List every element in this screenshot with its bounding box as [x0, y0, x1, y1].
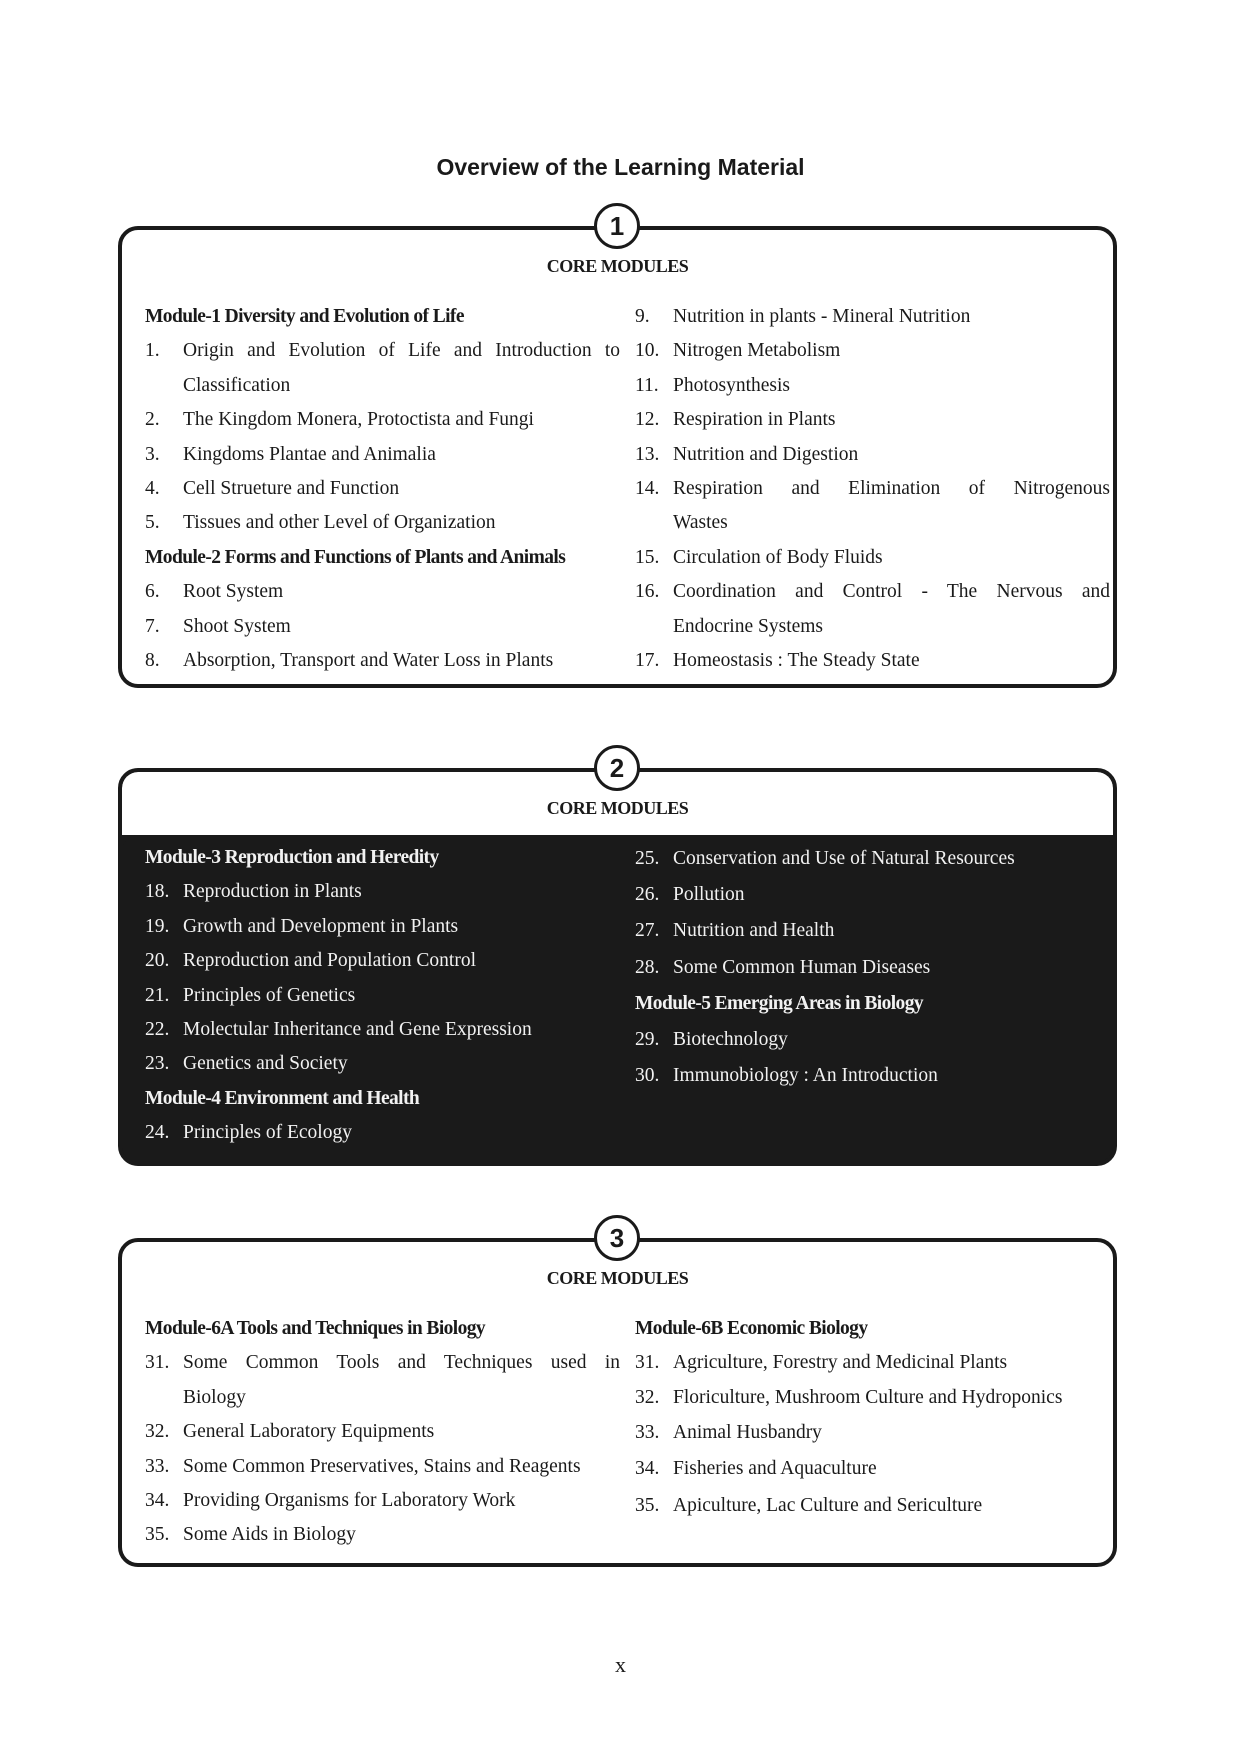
- topic-item: [635, 877, 1110, 913]
- topic-title: Some Common Preservatives, Stains and Reagents: [183, 1455, 581, 1477]
- section-box-1: [118, 226, 1117, 688]
- section-box-3: [118, 1238, 1117, 1567]
- topic-item: [635, 472, 1110, 506]
- topic-item: [145, 910, 620, 944]
- module-heading: Module-6B Economic Biology: [635, 1318, 868, 1339]
- topic-title: Agriculture, Forestry and Medicinal Plants: [673, 1352, 1008, 1374]
- topic-number: 27.: [635, 920, 660, 942]
- topic-item: [145, 334, 620, 368]
- topic-title: Circulation of Body Fluids: [673, 546, 883, 568]
- topic-item: [145, 1484, 620, 1518]
- topic-title: Molectular Inheritance and Gene Expression: [183, 1018, 532, 1040]
- section-number-badge: 3: [594, 1215, 640, 1261]
- topic-number: 35.: [145, 1524, 170, 1546]
- topic-number: 10.: [635, 340, 660, 362]
- topic-title: Some Aids in Biology: [183, 1524, 356, 1546]
- topic-number: 6.: [145, 581, 160, 603]
- topic-item: [145, 1013, 620, 1047]
- topic-title: Reproduction and Population Control: [183, 950, 477, 972]
- topic-number: 15.: [635, 546, 660, 568]
- topic-title: Conservation and Use of Natural Resources: [673, 848, 1015, 869]
- topic-title: Photosynthesis: [673, 374, 791, 396]
- topic-item: [145, 1450, 620, 1484]
- topic-title: Principles of Genetics: [183, 984, 356, 1006]
- topic-number: 32.: [145, 1421, 170, 1443]
- topic-number: 20.: [145, 950, 170, 972]
- topic-title: Immunobiology : An Introduction: [673, 1065, 938, 1087]
- topic-title: Cell Strueture and Function: [183, 477, 400, 499]
- topic-title-continued: Wastes: [673, 512, 728, 534]
- topic-title: Fisheries and Aquaculture: [673, 1458, 877, 1480]
- topic-title: Floriculture, Mushroom Culture and Hydroponics: [673, 1386, 1063, 1408]
- topic-number: 25.: [635, 848, 660, 869]
- topic-title: Coordination and Control - The Nervous and: [673, 581, 1110, 603]
- topic-title: Kingdoms Plantae and Animalia: [183, 443, 436, 465]
- section-number-badge: 2: [594, 745, 640, 791]
- topic-title: Nutrition and Health: [673, 920, 835, 942]
- page-number: x: [615, 1652, 626, 1677]
- topic-number: 31.: [145, 1352, 170, 1374]
- topic-number: 22.: [145, 1018, 170, 1040]
- topic-title: Shoot System: [183, 615, 291, 637]
- module-heading: Module-1 Diversity and Evolution of Life: [145, 306, 464, 327]
- topic-item: [635, 403, 1110, 437]
- topic-item: [145, 472, 620, 506]
- topic-number: 31.: [635, 1352, 660, 1374]
- right-column: [635, 1312, 1110, 1524]
- section-heading: CORE MODULES: [546, 798, 689, 818]
- topic-title: Absorption, Transport and Water Loss in Plants: [183, 649, 554, 671]
- topic-number: 14.: [635, 477, 660, 499]
- topic-number: 16.: [635, 581, 660, 603]
- topic-item: [145, 575, 620, 609]
- topic-title: Nutrition and Digestion: [673, 443, 859, 465]
- topic-number: 8.: [145, 649, 160, 671]
- topic-title: Homeostasis : The Steady State: [673, 649, 920, 671]
- topic-number: 2.: [145, 409, 160, 431]
- topic-title: Respiration and Elimination of Nitrogenous: [673, 477, 1110, 499]
- topic-number: 23.: [145, 1053, 170, 1075]
- topic-number: 9.: [635, 306, 650, 327]
- module-heading: Module-4 Environment and Health: [145, 1087, 420, 1109]
- topic-title-continued: Endocrine Systems: [673, 615, 824, 637]
- topic-title: Reproduction in Plants: [183, 881, 362, 903]
- topic-title: Growth and Development in Plants: [183, 915, 459, 937]
- topic-number: 30.: [635, 1065, 660, 1087]
- right-column: [635, 841, 1110, 1094]
- topic-item: [635, 913, 1110, 949]
- topic-number: 33.: [635, 1422, 660, 1444]
- topic-number: 28.: [635, 956, 660, 978]
- topic-number: 5.: [145, 512, 160, 534]
- topic-item: [145, 944, 620, 978]
- topic-number: 29.: [635, 1028, 660, 1050]
- section-heading: CORE MODULES: [546, 1268, 689, 1288]
- topic-title-continued: Biology: [183, 1386, 246, 1408]
- topic-title-continued: Classification: [183, 374, 291, 396]
- topic-item: [635, 950, 1110, 986]
- topic-title: General Laboratory Equipments: [183, 1421, 435, 1443]
- topic-title: Root System: [183, 581, 284, 603]
- topic-item: [145, 610, 620, 644]
- module-heading: Module-5 Emerging Areas in Biology: [635, 992, 923, 1014]
- topic-item: [635, 1022, 1110, 1058]
- topic-item: [635, 841, 1110, 877]
- topic-item: [635, 644, 1110, 678]
- topic-number: 3.: [145, 443, 160, 465]
- left-column: [145, 300, 620, 678]
- section-box-2: [118, 768, 1117, 1166]
- topic-item: [145, 506, 620, 540]
- topic-item: [145, 438, 620, 472]
- topic-title: Some Common Human Diseases: [673, 956, 931, 978]
- right-column: [635, 300, 1110, 678]
- topic-item: [635, 575, 1110, 609]
- topic-number: 26.: [635, 884, 660, 906]
- topic-item: [635, 300, 1110, 334]
- section-number-badge: 1: [594, 203, 640, 249]
- left-column: [145, 1312, 620, 1553]
- topic-title: Principles of Ecology: [183, 1122, 352, 1144]
- topic-number: 4.: [145, 477, 160, 499]
- topic-item: [635, 1381, 1110, 1415]
- topic-number: 19.: [145, 915, 170, 937]
- topic-number: 13.: [635, 443, 660, 465]
- topic-number: 17.: [635, 649, 660, 671]
- topic-title: Some Common Tools and Techniques used in: [183, 1352, 620, 1374]
- topic-item: [635, 1058, 1110, 1094]
- topic-item: [145, 1415, 620, 1449]
- topic-number: 35.: [635, 1494, 660, 1516]
- topic-title: Genetics and Society: [183, 1053, 348, 1075]
- topic-number: 24.: [145, 1122, 170, 1144]
- topic-item: [635, 334, 1110, 368]
- topic-number: 12.: [635, 409, 660, 431]
- section-heading: CORE MODULES: [546, 256, 689, 276]
- module-heading: Module-3 Reproduction and Heredity: [145, 847, 439, 868]
- page-title: Overview of the Learning Material: [436, 154, 805, 180]
- topic-item: [145, 1047, 620, 1081]
- topic-title: Apiculture, Lac Culture and Sericulture: [673, 1494, 983, 1516]
- topic-number: 34.: [635, 1458, 660, 1480]
- topic-title: Nitrogen Metabolism: [673, 340, 841, 362]
- topic-item: [635, 1451, 1110, 1487]
- topic-number: 18.: [145, 881, 170, 903]
- topic-number: 1.: [145, 340, 160, 362]
- topic-title: Respiration in Plants: [673, 409, 836, 431]
- topic-number: 33.: [145, 1455, 170, 1477]
- topic-item: [145, 403, 620, 437]
- topic-item: [145, 644, 620, 678]
- topic-number: 11.: [635, 374, 659, 396]
- topic-item: [635, 438, 1110, 472]
- topic-item: [635, 369, 1110, 403]
- module-heading: Module-6A Tools and Techniques in Biology: [145, 1318, 486, 1339]
- topic-item: [635, 1488, 1110, 1524]
- topic-number: 21.: [145, 984, 170, 1006]
- topic-number: 32.: [635, 1386, 660, 1408]
- topic-title: Providing Organisms for Laboratory Work: [183, 1489, 516, 1511]
- topic-item: [145, 1346, 620, 1380]
- topic-item: [145, 979, 620, 1013]
- topic-title: Biotechnology: [673, 1028, 788, 1050]
- topic-item: [635, 1415, 1110, 1451]
- topic-item: [145, 875, 620, 909]
- topic-title: Animal Husbandry: [673, 1422, 822, 1444]
- topic-title: The Kingdom Monera, Protoctista and Fungi: [183, 409, 534, 431]
- topic-item: [145, 1518, 620, 1552]
- topic-item: [145, 1116, 620, 1150]
- topic-number: 34.: [145, 1489, 170, 1511]
- left-column: [145, 841, 620, 1151]
- topic-item: [635, 541, 1110, 575]
- topic-number: 7.: [145, 615, 160, 637]
- topic-title: Nutrition in plants - Mineral Nutrition: [673, 306, 971, 327]
- module-heading: Module-2 Forms and Functions of Plants and Animals: [145, 546, 566, 568]
- topic-item: [635, 1346, 1110, 1380]
- topic-title: Pollution: [673, 884, 745, 906]
- topic-title: Tissues and other Level of Organization: [183, 512, 496, 534]
- topic-title: Origin and Evolution of Life and Introduction to: [183, 340, 620, 362]
